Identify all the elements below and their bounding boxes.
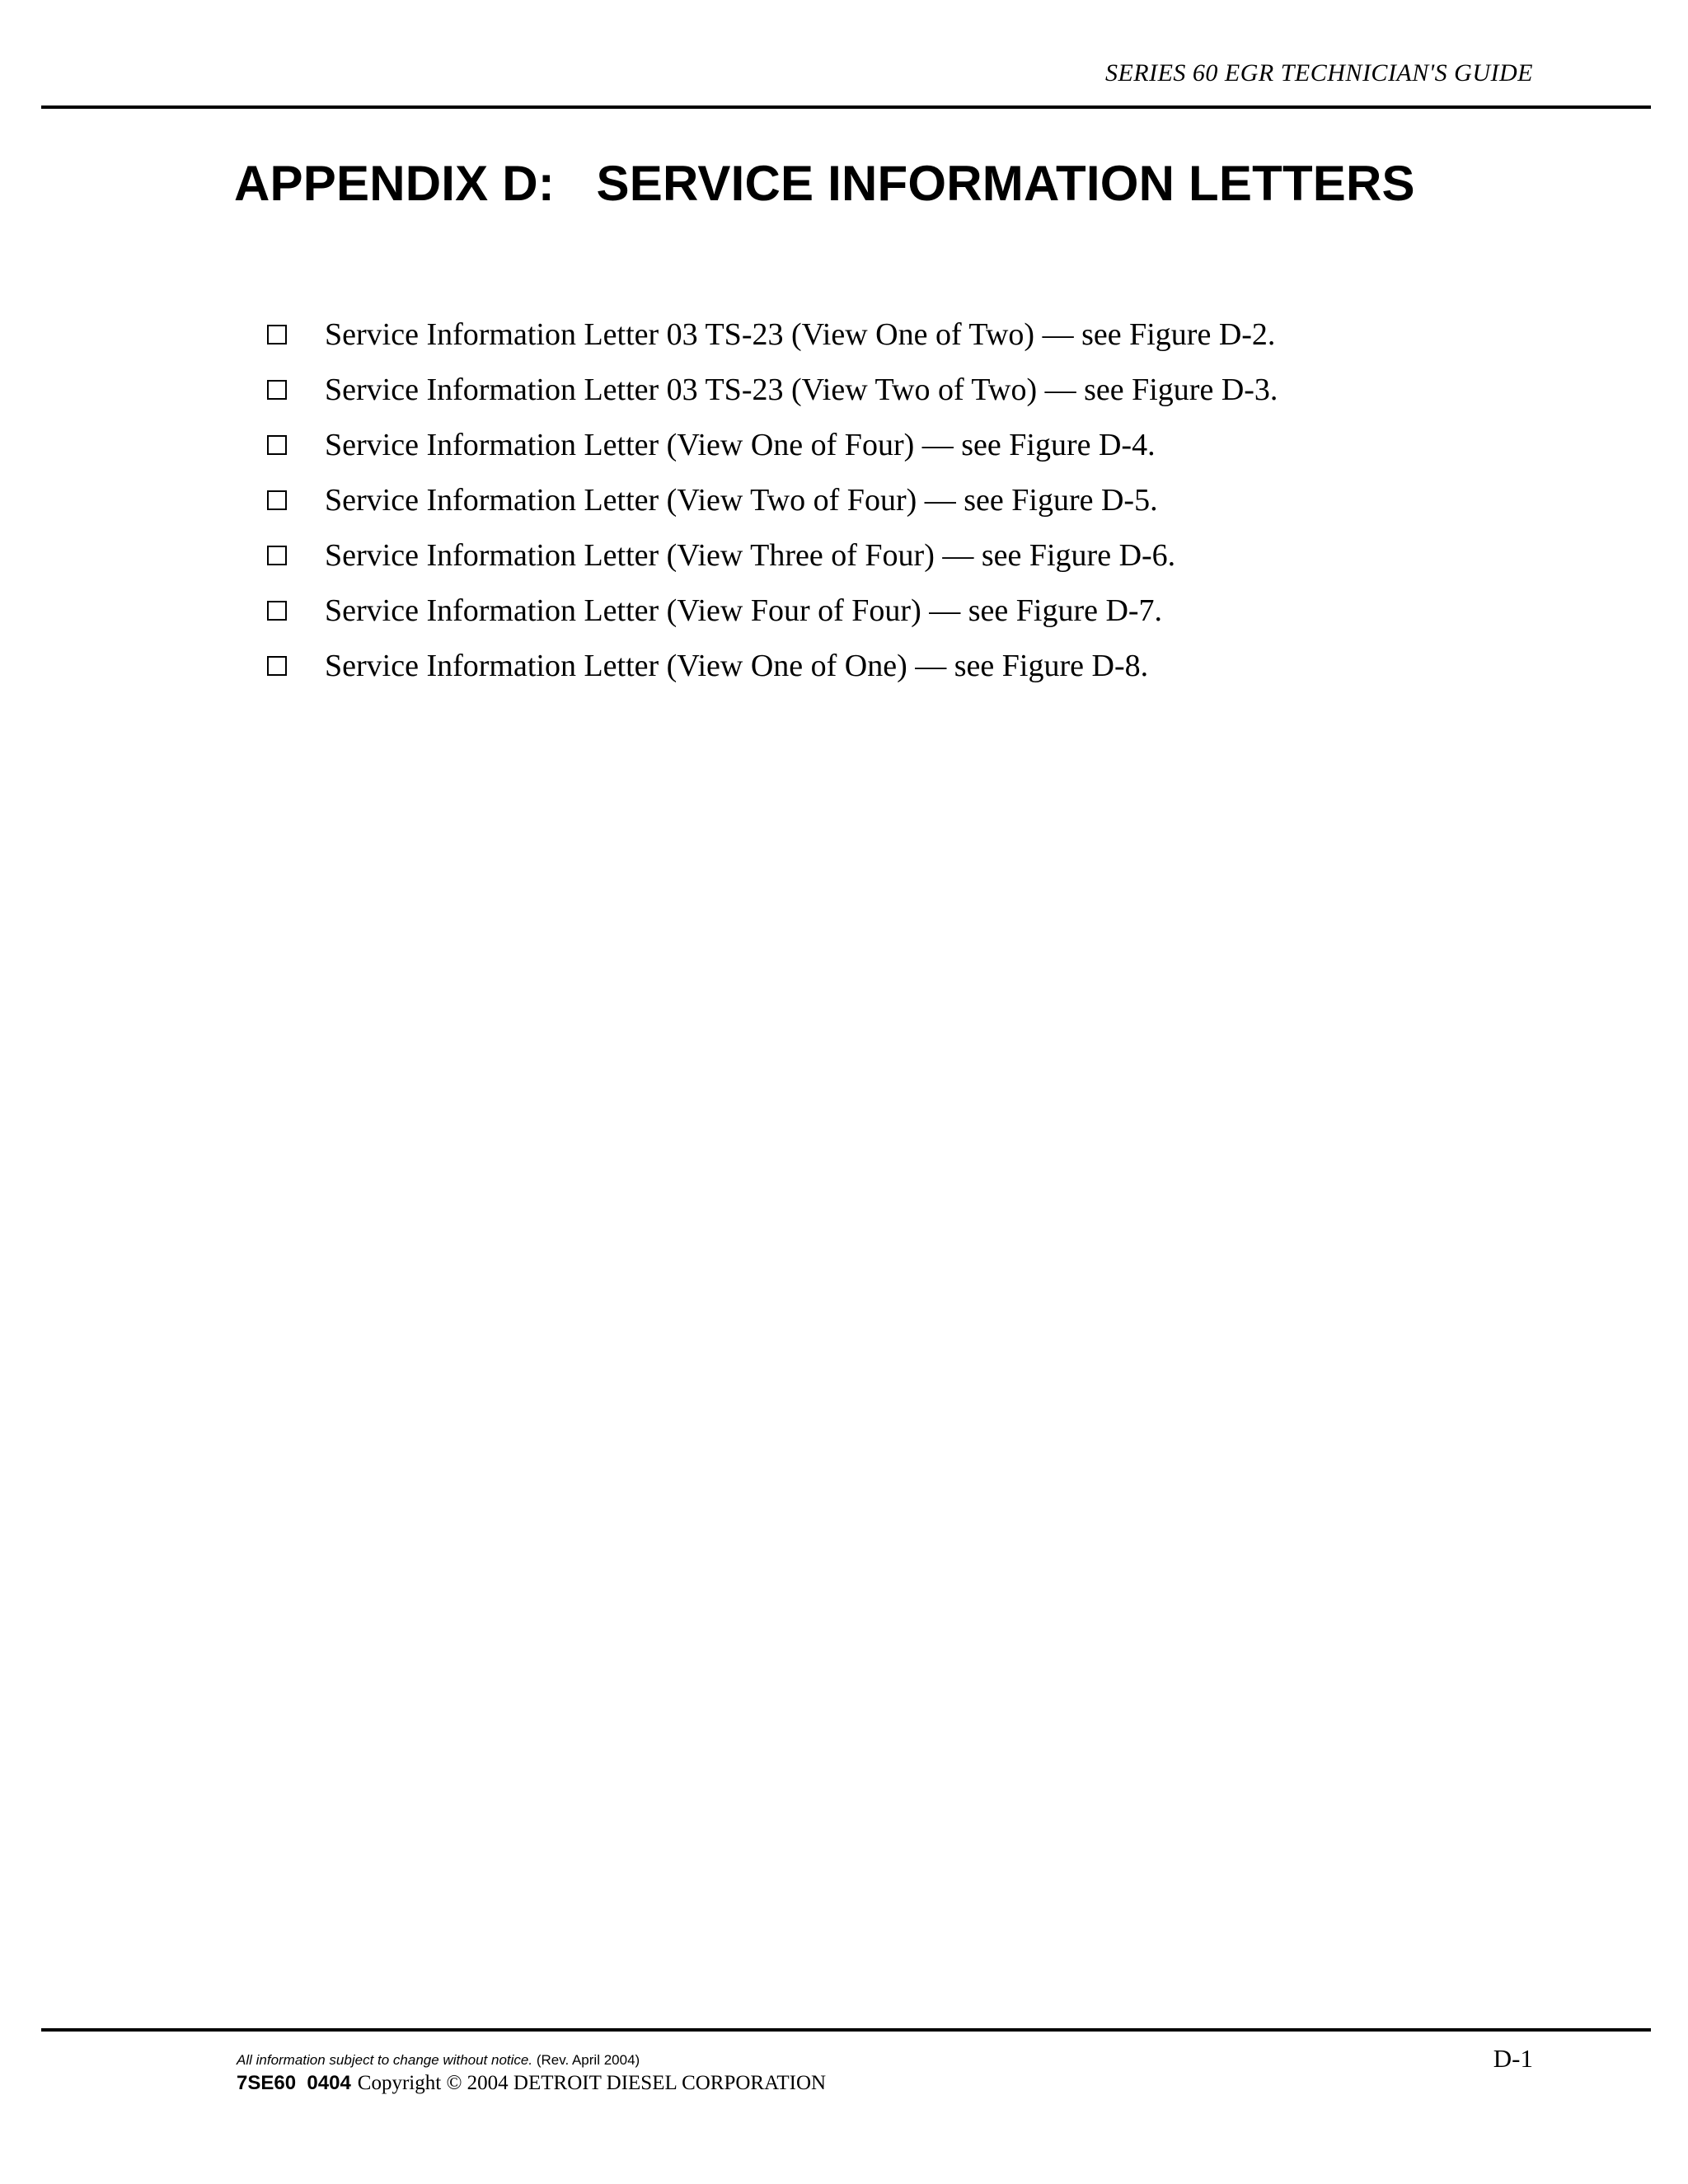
revision-date: (Rev. April 2004)	[536, 2052, 640, 2068]
running-header: SERIES 60 EGR TECHNICIAN'S GUIDE	[1104, 59, 1533, 87]
list-item-text: Service Information Letter (View Two of Four) — see Figure D-5.	[325, 482, 1158, 518]
list-item-text: Service Information Letter 03 TS-23 (View One of Two) — see Figure D-2.	[325, 316, 1276, 352]
checkbox-icon	[267, 490, 287, 510]
list-item	[267, 417, 1278, 472]
checkbox-icon	[267, 546, 287, 565]
list-item	[267, 362, 1278, 417]
list-item	[267, 583, 1278, 638]
list-item	[267, 638, 1278, 693]
change-notice: All information subject to change without notice.	[237, 2052, 533, 2068]
document-code: 7SE60 0404	[237, 2072, 351, 2094]
list-item-text: Service Information Letter (View Three of Four) — see Figure D-6.	[325, 537, 1176, 573]
page-number: D-1	[1493, 2044, 1533, 2073]
list-item-text: Service Information Letter (View One of Four) — see Figure D-4.	[325, 427, 1156, 462]
header-rule	[41, 105, 1651, 109]
copyright-text: Copyright © 2004 DETROIT DIESEL CORPORATION	[357, 2072, 827, 2094]
list-item-text: Service Information Letter (View One of One) — see Figure D-8.	[325, 648, 1149, 683]
checkbox-icon	[267, 656, 287, 676]
list-item	[267, 307, 1278, 362]
footer-copyright	[237, 2072, 826, 2095]
checkbox-icon	[267, 325, 287, 344]
checkbox-icon	[267, 435, 287, 455]
checkbox-icon	[267, 380, 287, 400]
footer-rule	[41, 2028, 1651, 2032]
list-item-text: Service Information Letter (View Four of Four) — see Figure D-7.	[325, 593, 1163, 628]
list-item	[267, 472, 1278, 527]
page-title: APPENDIX D: SERVICE INFORMATION LETTERS	[234, 156, 1415, 211]
list-item-text: Service Information Letter 03 TS-23 (View Two of Two) — see Figure D-3.	[325, 372, 1278, 407]
footer-notice	[237, 2052, 640, 2069]
list-item	[267, 527, 1278, 583]
checkbox-icon	[267, 601, 287, 621]
service-letter-list	[267, 307, 1278, 693]
